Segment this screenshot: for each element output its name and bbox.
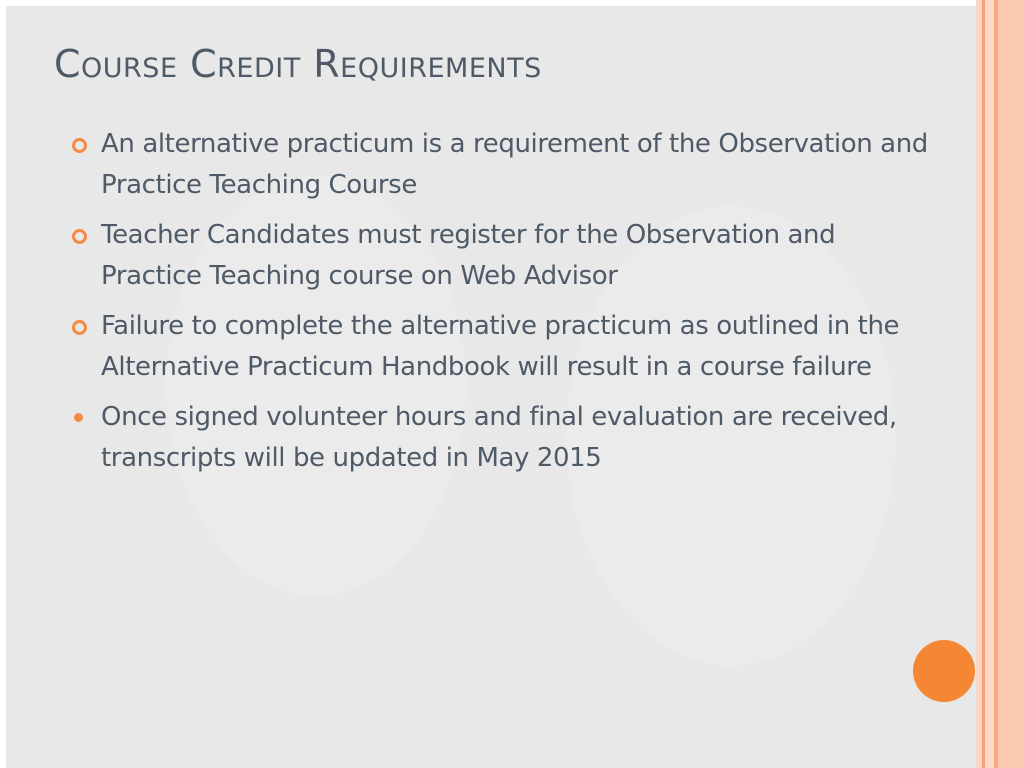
bullet-list [72,124,942,488]
hollow-circle-icon [72,138,87,153]
hollow-circle-icon [72,320,87,335]
bullet-item [72,215,942,297]
bullet-text: Once signed volunteer hours and final evaluation are received, transcripts will be updated in May 2015 [101,402,897,473]
hollow-circle-icon [72,229,87,244]
bullet-item [72,124,942,206]
bullet-text: An alternative practicum is a requirement of the Observation and Practice Teaching Course [101,129,928,200]
orange-dot-decoration [913,640,975,702]
decor-stripe [985,0,994,768]
bullet-text: Failure to complete the alternative practicum as outlined in the Alternative Practicum Handbook will result in a course failure [101,311,900,382]
bullet-text: Teacher Candidates must register for the Observation and Practice Teaching course on Web Advisor [101,220,836,291]
solid-circle-icon [74,413,83,422]
decor-stripe [998,0,1024,768]
bullet-item [72,397,942,479]
slide-title: Course Credit Requirements [54,42,542,86]
bullet-item [72,306,942,388]
